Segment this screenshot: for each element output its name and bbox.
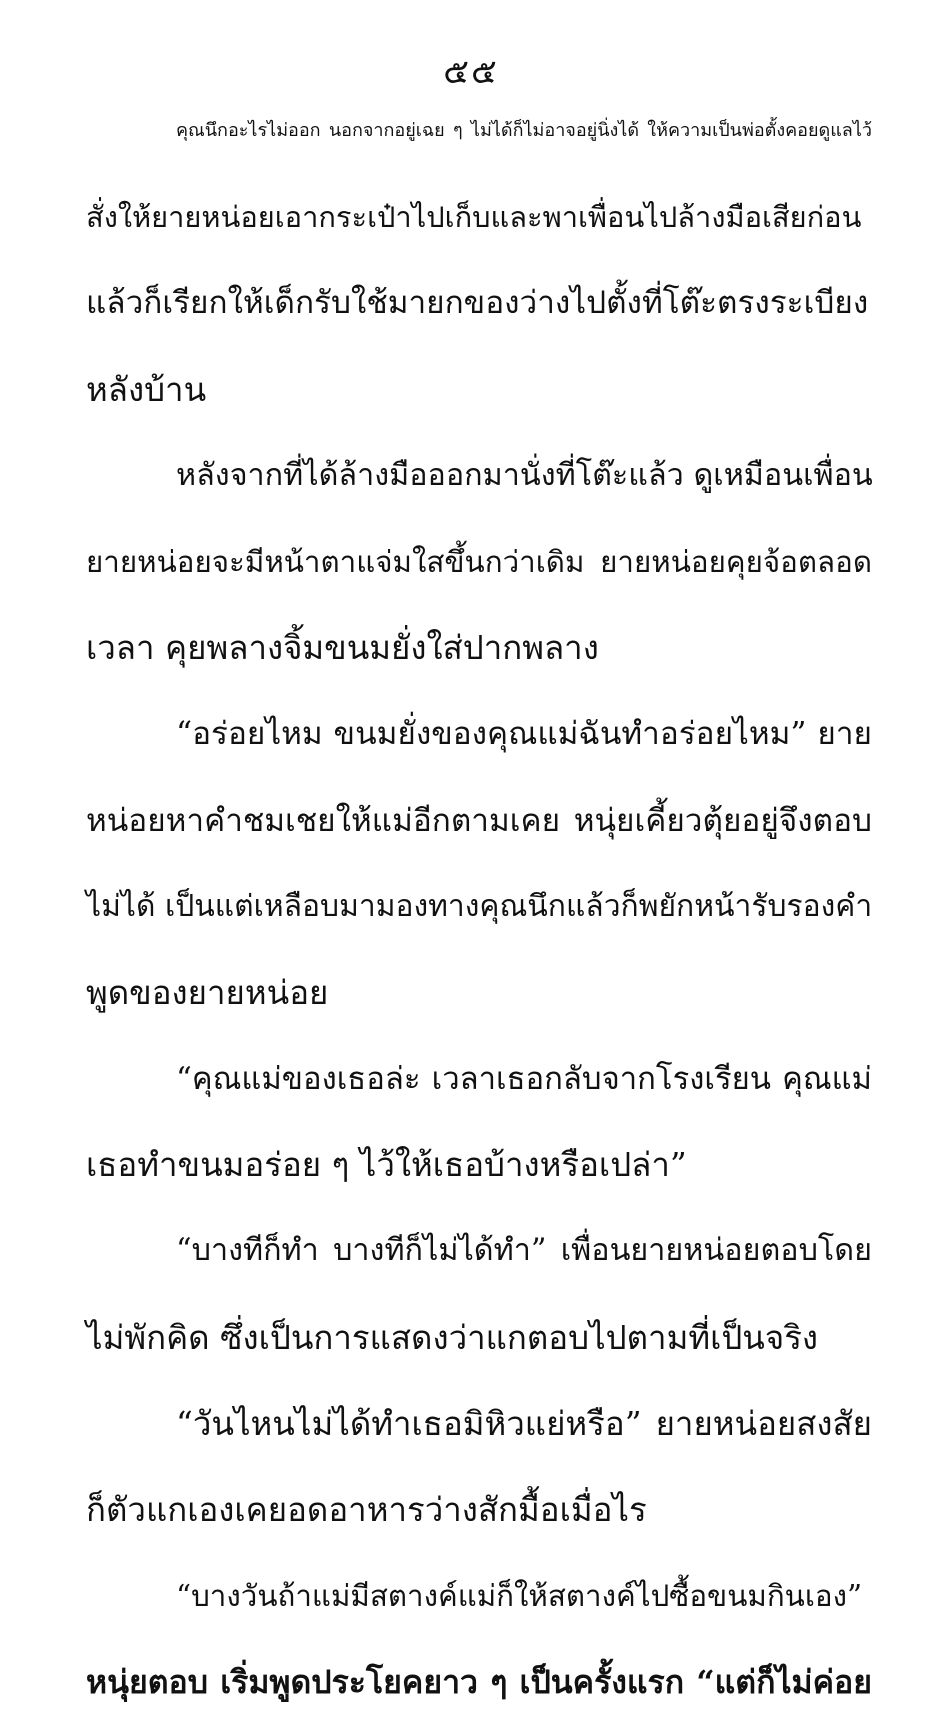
text-line: “วันไหนไม่ได้ทำเธอมิหิวแย่หรือ” ยายหน่อยสงสัย bbox=[176, 1403, 872, 1443]
text-line: ก็ตัวแกเองเคยอดอาหารว่างสักมื้อเมื่อไร bbox=[86, 1490, 647, 1529]
text-line: หลังจากที่ได้ล้างมือออกมานั่งที่โต๊ะแล้ว ดูเหมือนเพื่อน bbox=[176, 457, 873, 493]
text-line: ไม่พักคิด ซึ่งเป็นการแสดงว่าแกตอบไปตามที่เป็นจริง bbox=[86, 1317, 819, 1357]
text-line: “บางวันถ้าแม่มีสตางค์แม่ก็ให้สตางค์ไปซื้อขนมกินเอง” bbox=[176, 1579, 863, 1614]
text-line: คุณนึกอะไรไม่ออก นอกจากอยู่เฉย ๆ ไม่ได้ก็ไม่อาจอยู่นิ่งได้ ให้ความเป็นพ่อตั้งคอยดูแลไว้ bbox=[176, 120, 872, 141]
text-line: หลังบ้าน bbox=[86, 369, 207, 409]
text-line: พูดของยายหน่อย bbox=[86, 972, 329, 1012]
text-line: “อร่อยไหม ขนมยั่งของคุณแม่ฉันทำอร่อยไหม” ยาย bbox=[176, 716, 872, 753]
text-line: แล้วก็เรียกให้เด็กรับใช้มายกของว่างไปตั้งที่โต๊ะตรงระเบียง bbox=[86, 285, 869, 322]
page-number: ๕๕ bbox=[443, 52, 499, 92]
text-line: เวลา คุยพลางจิ้มขนมยั่งใส่ปากพลาง bbox=[86, 628, 599, 668]
body-text bbox=[86, 88, 872, 1726]
text-line: หน่อยหาคำชมเชยให้แม่อีกตามเคย หนุ่ยเคี้ยวตุ้ยอยู่จึงตอบ bbox=[86, 802, 872, 839]
text-line: “บางทีก็ทำ บางทีก็ไม่ได้ทำ” เพื่อนยายหน่อยตอบโดย bbox=[176, 1233, 872, 1269]
text-line: เธอทำขนมอร่อย ๆ ไว้ให้เธอบ้างหรือเปล่า” bbox=[86, 1145, 687, 1185]
text-line: “คุณแม่ของเธอล่ะ เวลาเธอกลับจากโรงเรียน คุณแม่ bbox=[176, 1061, 872, 1098]
text-line: ไม่ได้ เป็นแต่เหลือบมามองทางคุณนึกแล้วก็พยักหน้ารับรองคำ bbox=[86, 888, 873, 924]
text-line: หนุ่ยตอบ เริ่มพูดประโยคยาว ๆ เป็นครั้งแรก “แต่ก็ไม่ค่อย bbox=[86, 1663, 872, 1702]
text-line: ยายหน่อยจะมีหน้าตาแจ่มใสขึ้นกว่าเดิม ยายหน่อยคุยจ้อตลอด bbox=[86, 544, 872, 579]
text-line: สั่งให้ยายหน่อยเอากระเป๋าไปเก็บและพาเพื่อนไปล้างมือเสียก่อน bbox=[86, 200, 862, 235]
